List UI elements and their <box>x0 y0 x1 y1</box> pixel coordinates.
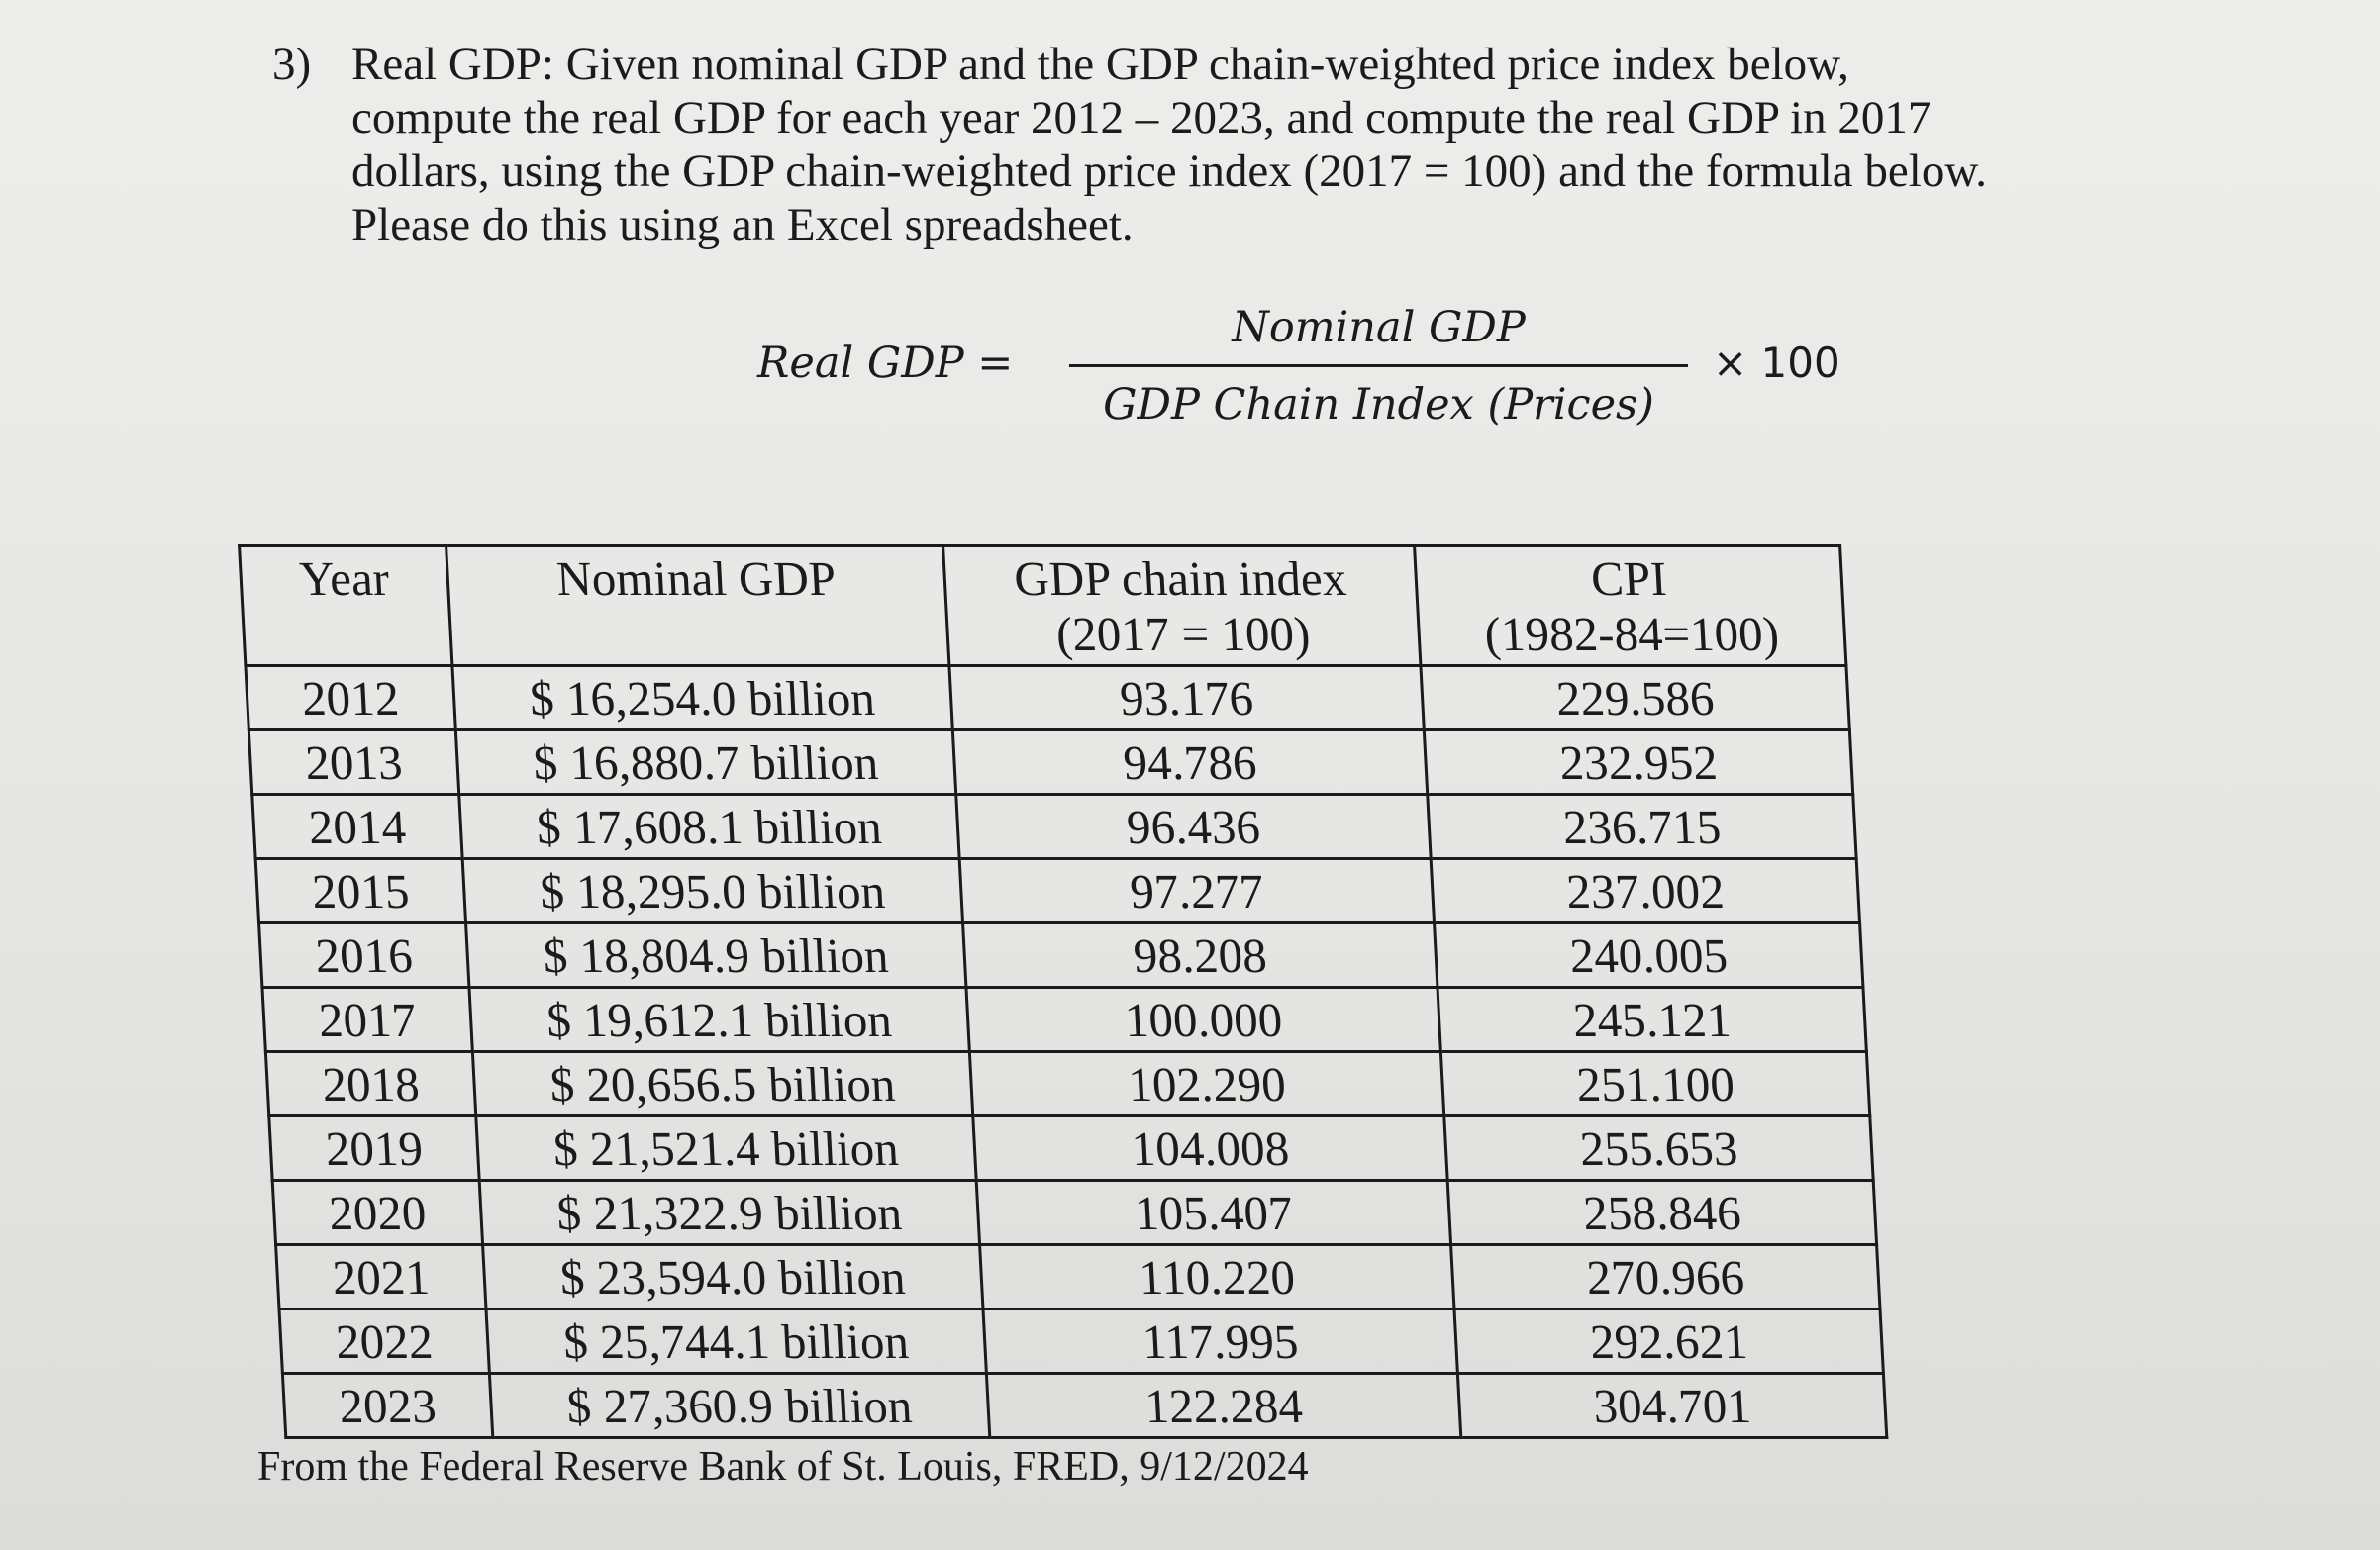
cell-year: 2020 <box>272 1181 482 1245</box>
question-line: Please do this using an Excel spreadsheet. <box>351 199 1134 250</box>
cell-cpi: 270.966 <box>1451 1245 1880 1309</box>
cell-chain-index: 122.284 <box>986 1374 1461 1438</box>
cell-year: 2017 <box>262 988 472 1052</box>
fraction-bar <box>1069 364 1688 367</box>
cell-chain-index: 110.220 <box>979 1245 1454 1309</box>
question <box>272 38 2232 251</box>
question-number: 3) <box>272 39 312 90</box>
table-row <box>269 1116 1873 1181</box>
cell-year: 2015 <box>255 859 465 923</box>
header-cpi-label: CPI <box>1589 551 1668 606</box>
cell-chain-index: 117.995 <box>983 1309 1458 1374</box>
cell-chain-index: 93.176 <box>949 666 1425 730</box>
cell-nominal-gdp: $ 16,254.0 billion <box>452 666 952 730</box>
table-row <box>246 666 1849 730</box>
cell-nominal-gdp: $ 16,880.7 billion <box>455 730 955 795</box>
cell-cpi: 236.715 <box>1428 795 1856 859</box>
question-line: Real GDP: Given nominal GDP and the GDP chain-weighted price index below, <box>351 39 1849 90</box>
formula-fraction <box>1069 297 1688 435</box>
header-nominal-gdp <box>446 546 948 666</box>
cell-year: 2013 <box>248 730 458 795</box>
cell-chain-index: 100.000 <box>966 988 1441 1052</box>
cell-year: 2021 <box>276 1245 486 1309</box>
cell-cpi: 292.621 <box>1454 1309 1883 1374</box>
cell-year: 2018 <box>265 1052 475 1116</box>
cell-cpi: 258.846 <box>1447 1181 1876 1245</box>
formula-lhs: Real GDP = <box>757 339 1014 388</box>
table-row <box>262 988 1866 1052</box>
cell-nominal-gdp: $ 18,295.0 billion <box>462 859 962 923</box>
table-header-row <box>240 546 1846 666</box>
cell-year: 2023 <box>282 1374 492 1438</box>
header-nominal-gdp-label: Nominal GDP <box>554 551 838 606</box>
cell-nominal-gdp: $ 25,744.1 billion <box>486 1309 986 1374</box>
cell-chain-index: 94.786 <box>952 730 1428 795</box>
header-cpi-base: (1982-84=100) <box>1483 607 1781 661</box>
cell-nominal-gdp: $ 23,594.0 billion <box>482 1245 982 1309</box>
cell-chain-index: 104.008 <box>973 1116 1448 1181</box>
cell-chain-index: 98.208 <box>962 923 1438 988</box>
cell-cpi: 304.701 <box>1457 1374 1886 1438</box>
cell-chain-index: 105.407 <box>976 1181 1451 1245</box>
cell-nominal-gdp: $ 21,521.4 billion <box>476 1116 976 1181</box>
cell-chain-index: 102.290 <box>969 1052 1444 1116</box>
cell-cpi: 245.121 <box>1438 988 1866 1052</box>
cell-cpi: 237.002 <box>1431 859 1859 923</box>
table-row <box>259 923 1863 988</box>
table-row <box>252 795 1856 859</box>
cell-nominal-gdp: $ 19,612.1 billion <box>469 988 969 1052</box>
cell-year: 2014 <box>252 795 462 859</box>
cell-year: 2012 <box>246 666 455 730</box>
cell-nominal-gdp: $ 17,608.1 billion <box>459 795 959 859</box>
table-row <box>265 1052 1869 1116</box>
cell-nominal-gdp: $ 21,322.9 billion <box>479 1181 979 1245</box>
cell-cpi: 232.952 <box>1424 730 1852 795</box>
header-year <box>240 546 452 666</box>
cell-cpi: 251.100 <box>1440 1052 1869 1116</box>
formula-numerator: Nominal GDP <box>1232 303 1526 352</box>
source-citation: From the Federal Reserve Bank of St. Louis, FRED, 9/12/2024 <box>257 1444 1309 1490</box>
cell-nominal-gdp: $ 27,360.9 billion <box>489 1374 989 1438</box>
table-row <box>272 1181 1876 1245</box>
header-year-label: Year <box>298 551 391 606</box>
table-row <box>279 1309 1883 1374</box>
table-row <box>276 1245 1880 1309</box>
cell-year: 2016 <box>259 923 469 988</box>
formula-multiplier: × 100 <box>1713 339 1840 387</box>
header-chain-index-label: GDP chain index <box>1012 551 1348 606</box>
table-row <box>248 730 1852 795</box>
cell-cpi: 229.586 <box>1421 666 1849 730</box>
cell-year: 2022 <box>279 1309 489 1374</box>
question-text <box>351 38 2232 251</box>
cell-chain-index: 96.436 <box>955 795 1431 859</box>
formula-denominator: GDP Chain Index (Prices) <box>1103 380 1654 430</box>
cell-year: 2019 <box>269 1116 479 1181</box>
header-chain-index-base: (2017 = 100) <box>1054 607 1312 661</box>
cell-nominal-gdp: $ 20,656.5 billion <box>472 1052 972 1116</box>
cell-nominal-gdp: $ 18,804.9 billion <box>465 923 965 988</box>
table-row <box>282 1374 1886 1438</box>
header-cpi <box>1415 546 1846 666</box>
table-row <box>255 859 1859 923</box>
cell-chain-index: 97.277 <box>959 859 1435 923</box>
cell-cpi: 255.653 <box>1444 1116 1873 1181</box>
question-line: dollars, using the GDP chain-weighted price index (2017 = 100) and the formula below. <box>351 145 1987 197</box>
question-line: compute the real GDP for each year 2012 – 2023, and compute the real GDP in 2017 <box>351 92 1932 144</box>
cell-cpi: 240.005 <box>1435 923 1863 988</box>
header-chain-index <box>942 546 1421 666</box>
gdp-data-table <box>238 544 1888 1439</box>
